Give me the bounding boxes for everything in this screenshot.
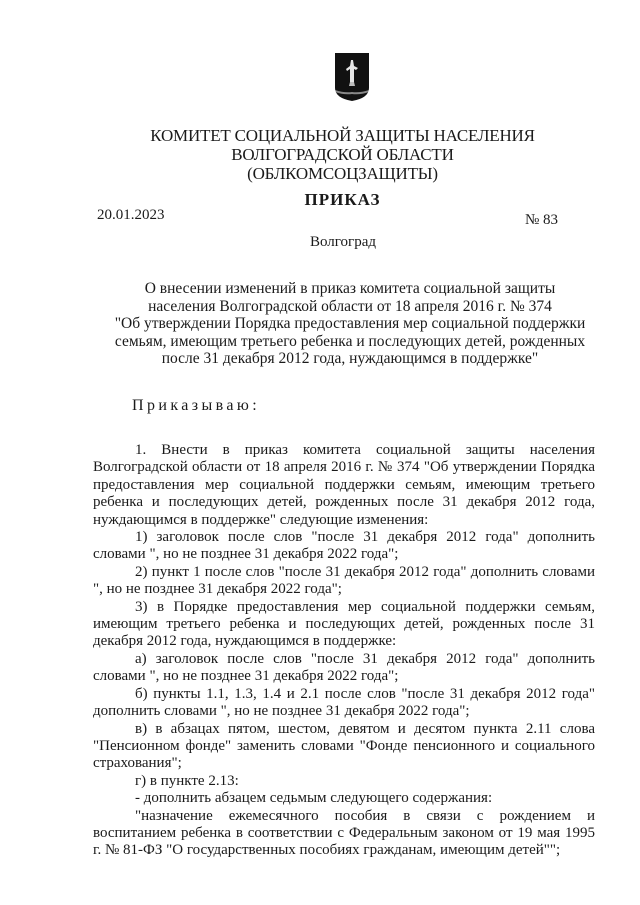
order-date: 20.01.2023 bbox=[97, 207, 165, 223]
committee-line-1: КОМИТЕТ СОЦИАЛЬНОЙ ЗАЩИТЫ НАСЕЛЕНИЯ bbox=[150, 126, 535, 145]
paragraph-3: 2) пункт 1 после слов "после 31 декабря 2012 года" дополнить словами ", но не позднее 31 декабря 2022 года"; bbox=[93, 563, 595, 598]
order-subject bbox=[95, 280, 605, 368]
paragraph-2: 1) заголовок после слов "после 31 декабря 2012 года" дополнить словами ", но не позднее 31 декабря 2022 года"; bbox=[93, 529, 595, 563]
paragraph-4: 3) в Порядке предоставления мер социальной поддержки семьям, имеющим третьего ребенка и последующих детей, рожденных после 31 декабря 2012 года, нуждающимся в поддержке: bbox=[93, 598, 595, 650]
paragraph-9: - дополнить абзацем седьмым следующего содержания: bbox=[135, 790, 493, 807]
subject-line-4: семьям, имеющим третьего ребенка и последующих детей, рожденных bbox=[114, 332, 586, 350]
city: Волгоград bbox=[309, 234, 376, 250]
coat-of-arms-icon bbox=[334, 52, 370, 102]
subject-line-3: "Об утверждении Порядка предоставления мер социальной поддержки bbox=[114, 315, 586, 332]
order-title: ПРИКАЗ bbox=[304, 190, 381, 209]
subject-line-2: населения Волгоградской области от 18 апреля 2016 г. № 374 bbox=[148, 297, 552, 315]
paragraph-6: б) пункты 1.1, 1.3, 1.4 и 2.1 после слов "после 31 декабря 2012 года" дополнить словами ", но не позднее 31 декабря 2022 года"; bbox=[93, 685, 595, 720]
paragraph-10: "назначение ежемесячного пособия в связи с рождением и воспитанием ребенка в соответствии с Федеральным законом от 19 мая 1995 г. № 81-ФЗ "О государственных пособиях гражданам, имеющим детей""; bbox=[93, 807, 595, 859]
order-directive: Приказываю: bbox=[132, 397, 261, 414]
subject-line-5: после 31 декабря 2012 года, нуждающимся в поддержке" bbox=[161, 350, 539, 367]
committee-name bbox=[0, 126, 640, 183]
subject-line-1: О внесении изменений в приказ комитета социальной защиты bbox=[144, 280, 556, 297]
order-number: № 83 bbox=[525, 212, 559, 228]
committee-line-2: ВОЛГОГРАДСКОЙ ОБЛАСТИ bbox=[231, 145, 454, 164]
committee-line-3: (ОБЛКОМСОЦЗАЩИТЫ) bbox=[247, 164, 438, 183]
order-body bbox=[93, 442, 595, 860]
paragraph-8: г) в пункте 2.13: bbox=[135, 772, 239, 789]
paragraph-7: в) в абзацах пятом, шестом, девятом и десятом пункта 2.11 слова "Пенсионном фонде" заменить словами "Фонде пенсионного и социального страхования"; bbox=[93, 720, 595, 772]
paragraph-1: 1. Внести в приказ комитета социальной защиты населения Волгоградской области от 18 апреля 2016 г. № 374 "Об утверждении Порядка предоставления мер социальной поддержки семьям, имеющим третьего ребенка и последующих детей, рожденных после 31 декабря 2012 года, нуждающимся в поддержке" следующие изменения: bbox=[93, 442, 595, 528]
paragraph-5: а) заголовок после слов "после 31 декабря 2012 года" дополнить словами ", но не позднее 31 декабря 2022 года"; bbox=[93, 650, 595, 685]
